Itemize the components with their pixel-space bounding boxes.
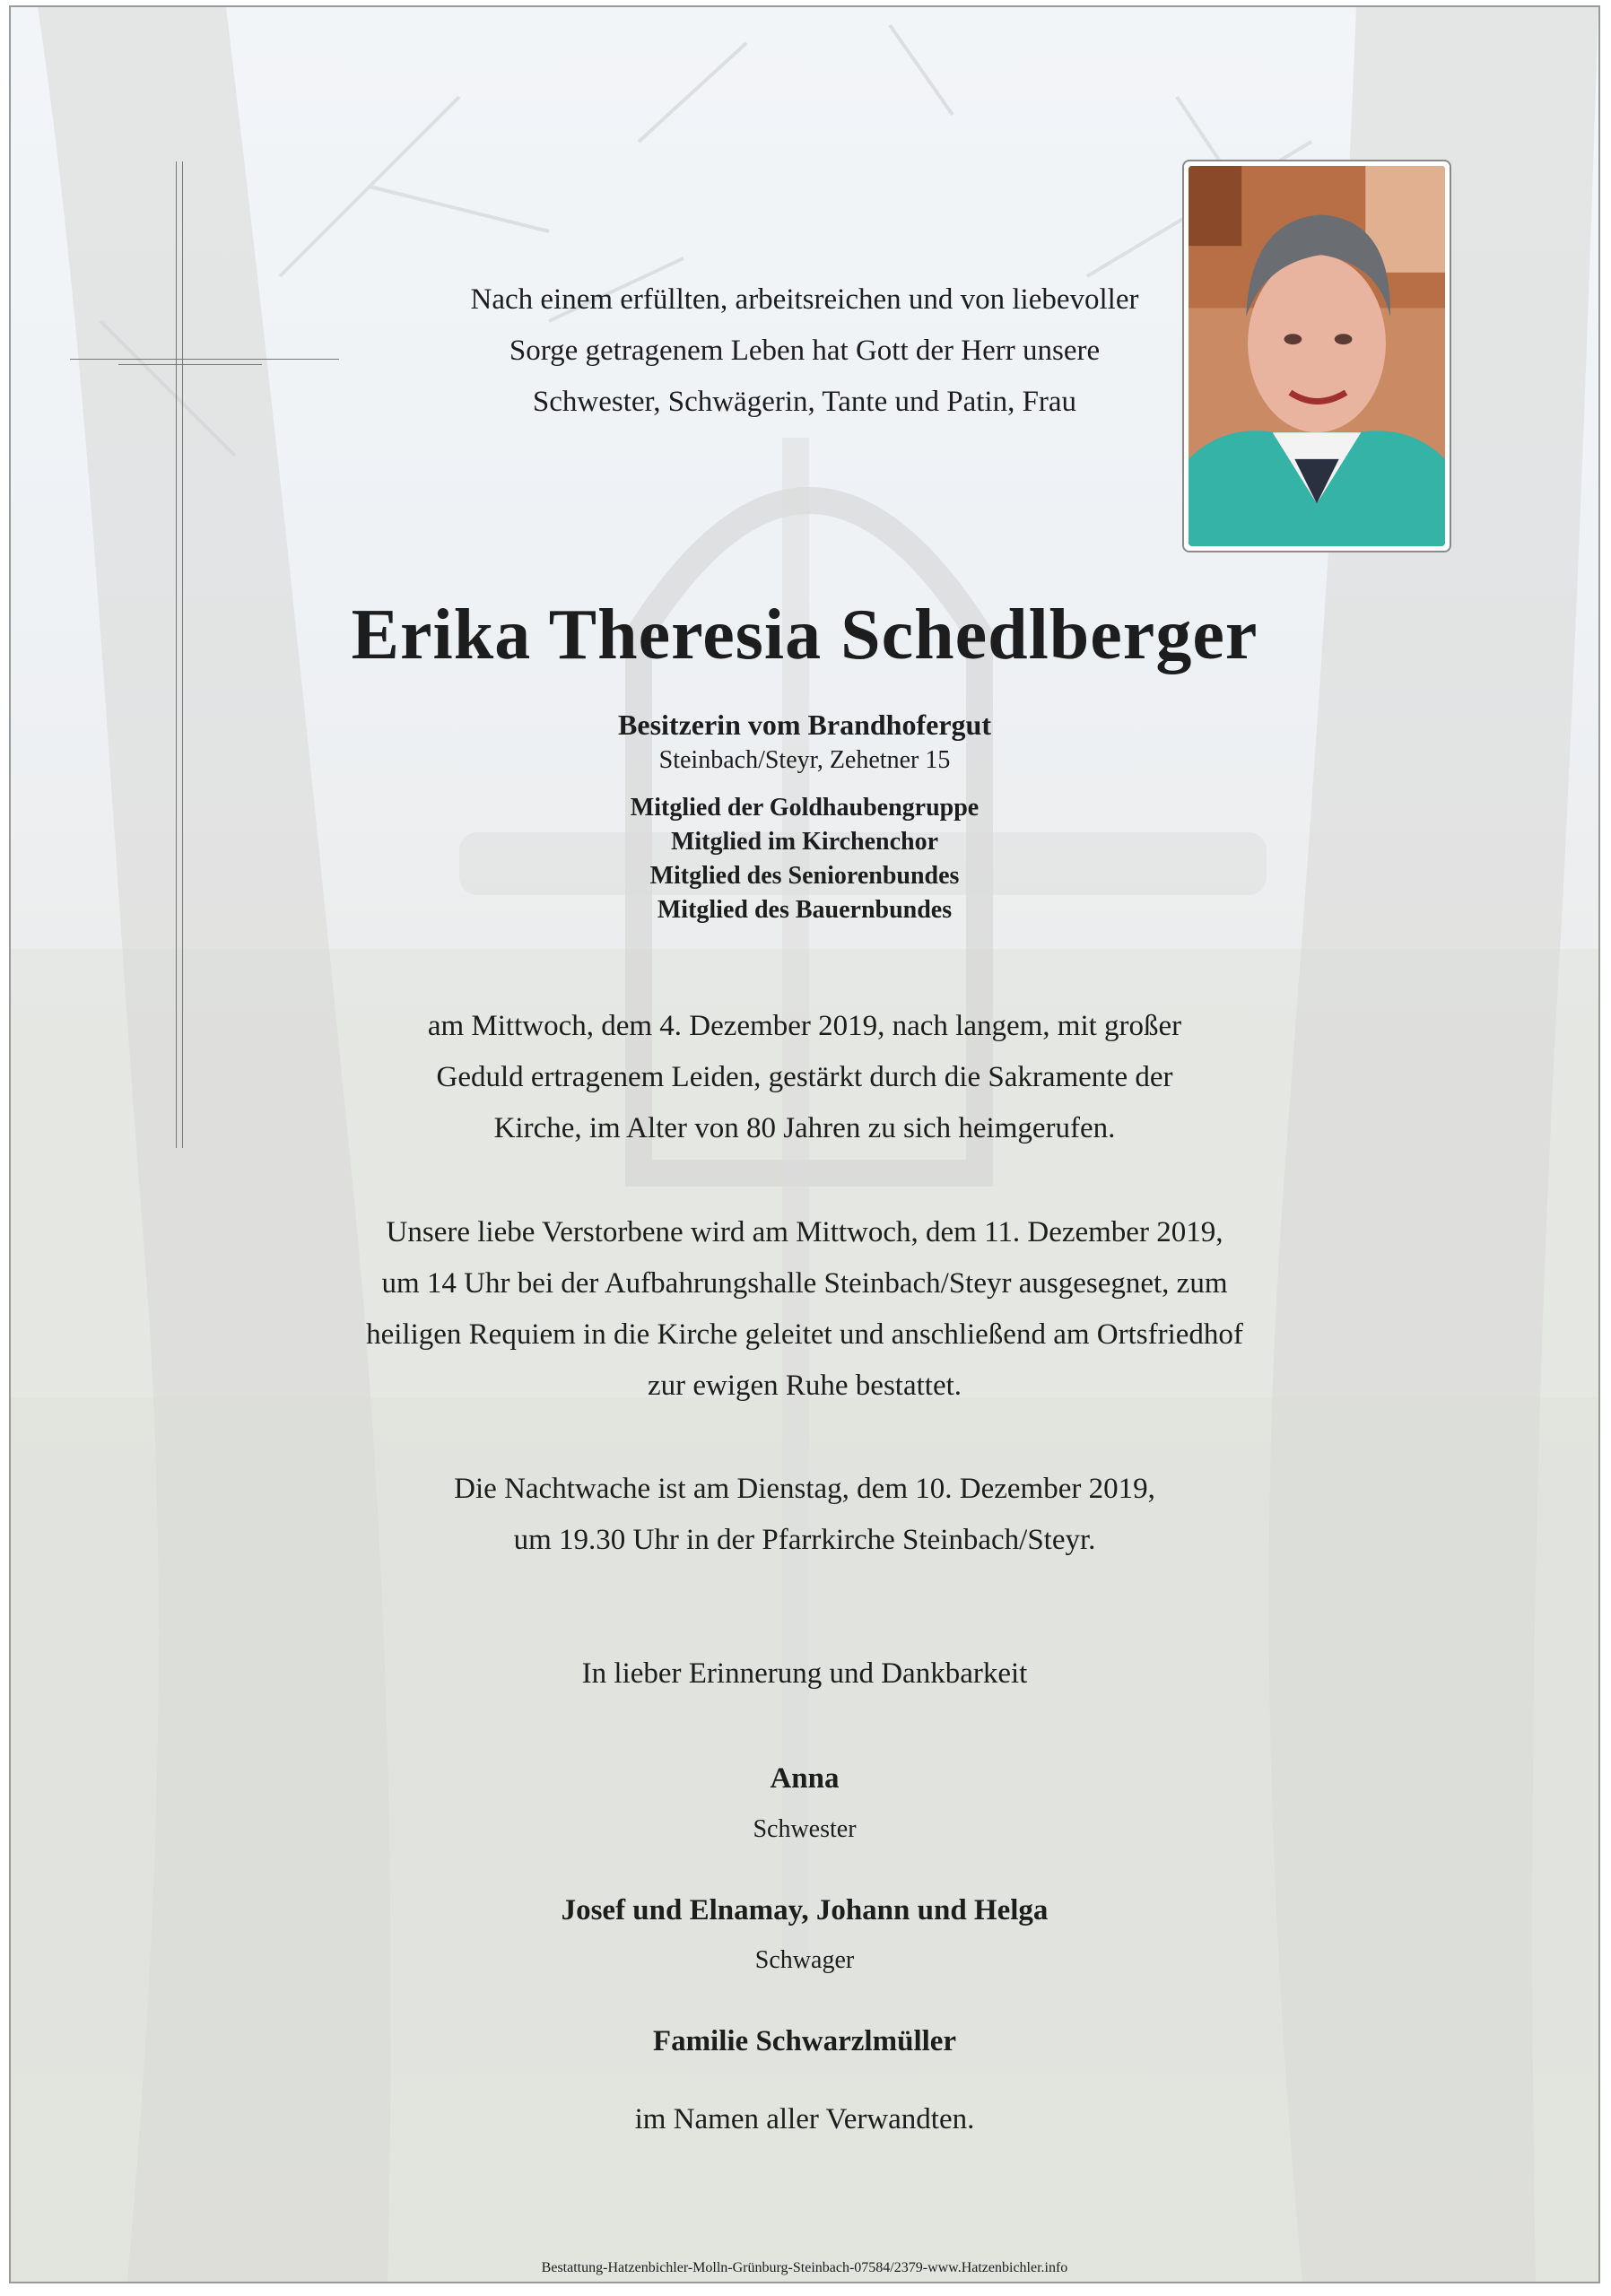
death-notice-line: Kirche, im Alter von 80 Jahren zu sich heimgerufen. — [493, 1112, 1116, 1144]
funeral-line: um 14 Uhr bei der Aufbahrungshalle Steinbach/Steyr ausgesegnet, zum — [381, 1267, 1228, 1300]
mourner-relation: Schwester — [753, 1815, 857, 1843]
mourner-name: Josef und Elnamay, Johann und Helga — [561, 1894, 1049, 1926]
funeral-line: heiligen Requiem in die Kirche geleitet und anschließend am Ortsfriedhof — [366, 1318, 1243, 1351]
obituary-page — [9, 5, 1600, 2283]
deceased-name: Erika Theresia Schedlberger — [351, 596, 1258, 674]
deceased-address: Steinbach/Steyr, Zehetner 15 — [658, 746, 951, 774]
footer-imprint: Bestattung-Hatzenbichler-Molln-Grünburg-Steinbach-07584/2379-www.Hatzenbichler.info — [541, 2260, 1068, 2275]
mourner-relation: Schwager — [754, 1946, 855, 1974]
membership-item: Mitglied des Bauernbundes — [657, 896, 953, 924]
mourner-name: Familie Schwarzlmüller — [652, 2025, 957, 2057]
intro-line: Schwester, Schwägerin, Tante und Patin, Frau — [532, 386, 1077, 418]
membership-item: Mitglied der Goldhaubengruppe — [630, 794, 980, 822]
memorial-line: In lieber Erinnerung und Dankbarkeit — [581, 1657, 1028, 1690]
vigil-line: Die Nachtwache ist am Dienstag, dem 10. Dezember 2019, — [454, 1473, 1155, 1505]
death-notice-line: am Mittwoch, dem 4. Dezember 2019, nach langem, mit großer — [427, 1010, 1182, 1042]
death-notice-line: Geduld ertragenem Leiden, gestärkt durch die Sakramente der — [436, 1061, 1173, 1093]
membership-list — [11, 791, 1598, 927]
membership-item: Mitglied im Kirchenchor — [670, 828, 939, 856]
membership-item: Mitglied des Seniorenbundes — [649, 862, 960, 890]
intro-line: Nach einem erfüllten, arbeitsreichen und von liebevoller — [470, 283, 1139, 316]
intro-line: Sorge getragenem Leben hat Gott der Herr unsere — [509, 335, 1101, 367]
intro-text — [11, 274, 1598, 428]
funeral-details — [11, 1207, 1598, 1412]
deceased-title: Besitzerin vom Brandhofergut — [618, 709, 991, 741]
vigil-details — [11, 1464, 1598, 1566]
closing-line: im Namen aller Verwandten. — [634, 2103, 975, 2135]
funeral-line: Unsere liebe Verstorbene wird am Mittwoch, dem 11. Dezember 2019, — [386, 1216, 1223, 1248]
mourner-name: Anna — [770, 1762, 840, 1795]
death-notice — [11, 1001, 1598, 1154]
funeral-line: zur ewigen Ruhe bestattet. — [647, 1370, 962, 1402]
vigil-line: um 19.30 Uhr in der Pfarrkirche Steinbach/Steyr. — [513, 1524, 1096, 1556]
